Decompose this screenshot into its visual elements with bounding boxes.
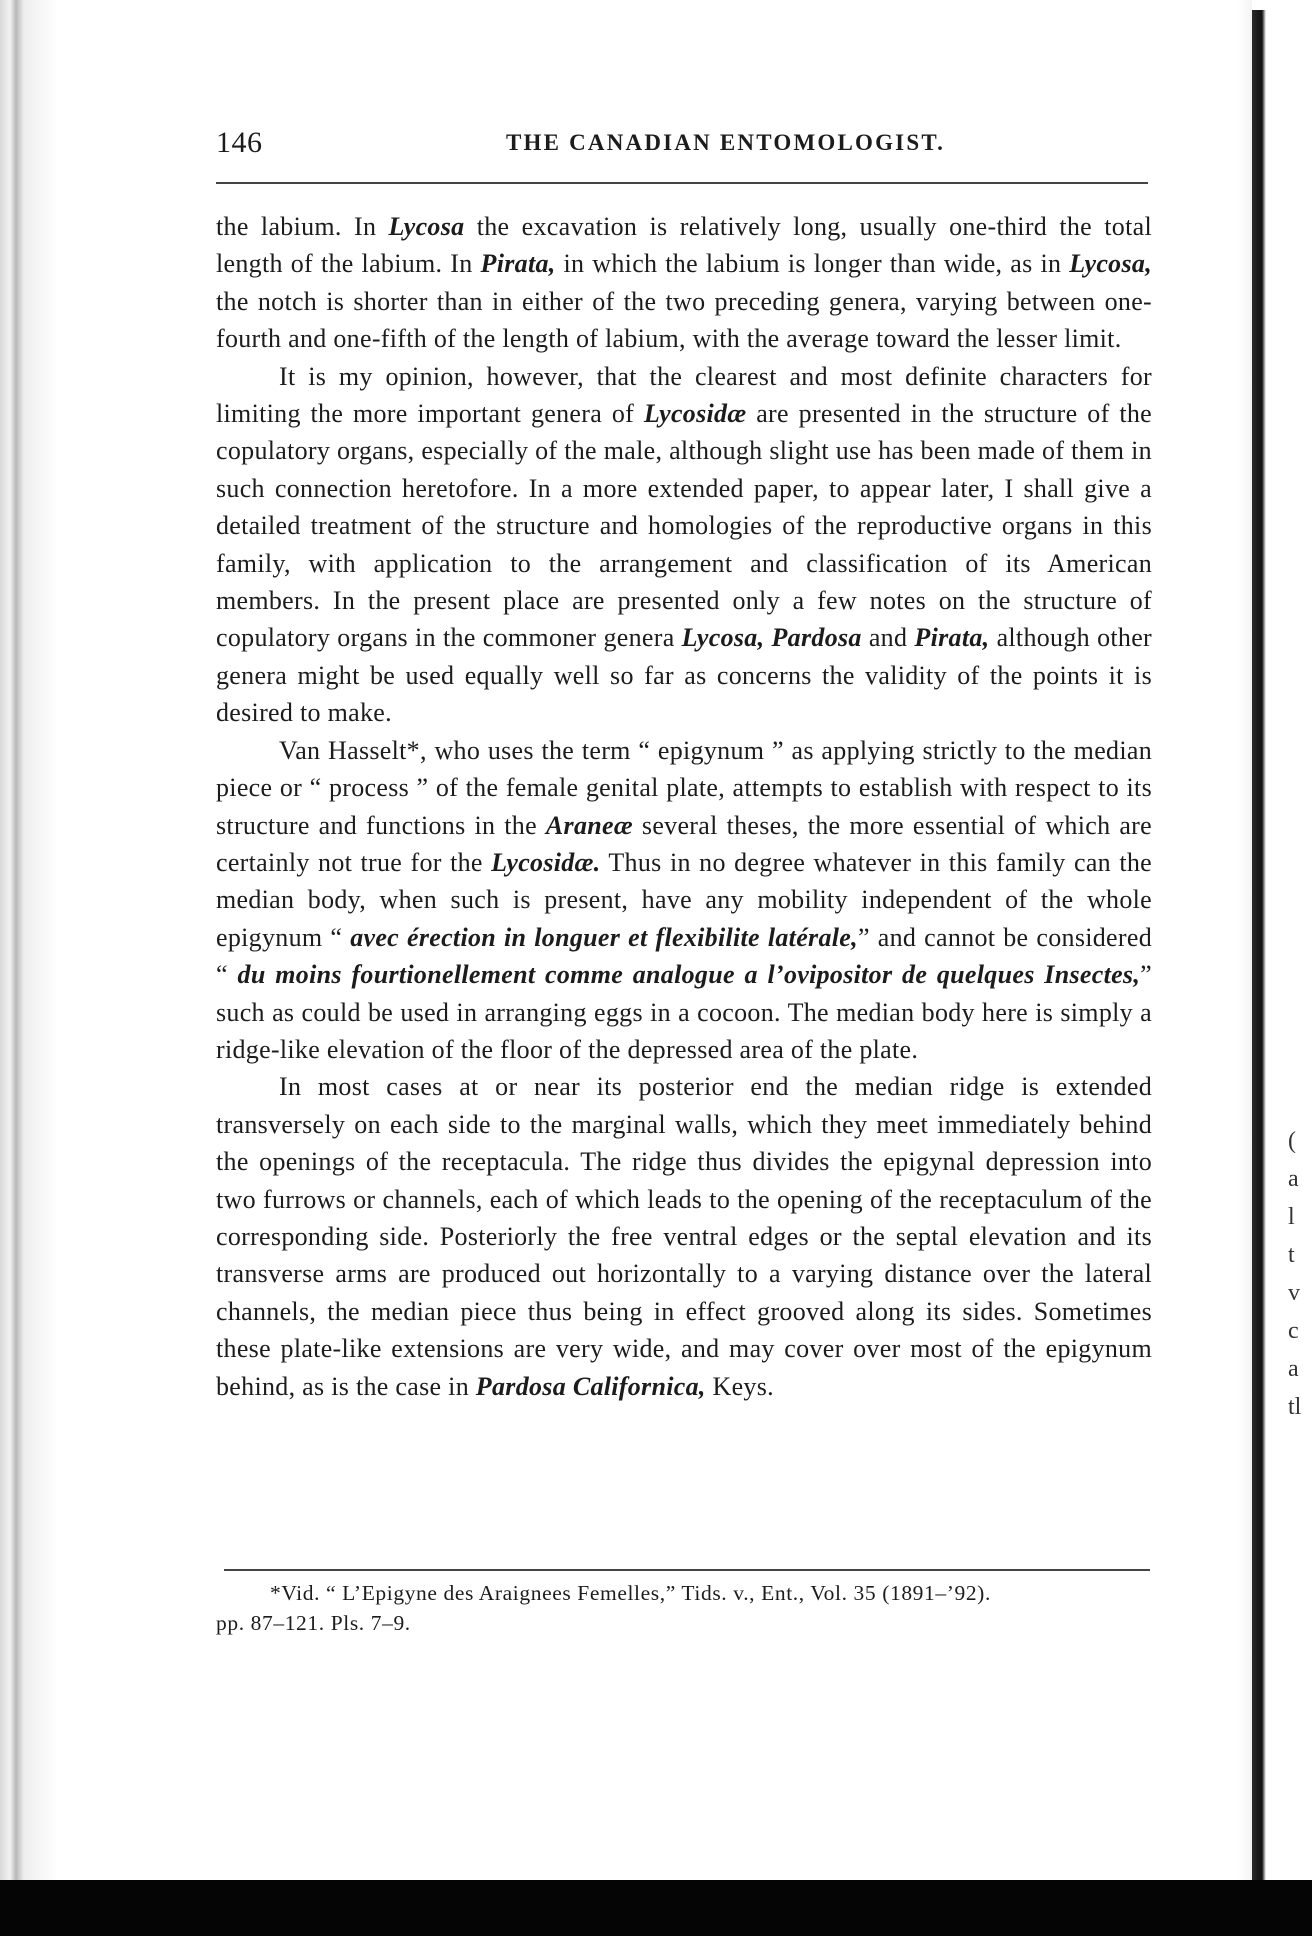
paragraph-2 [216, 358, 1152, 732]
running-head: THE CANADIAN ENTOMOLOGIST. [506, 130, 946, 155]
footnote [216, 1578, 1152, 1638]
text-run: ” and cannot be considered “ [216, 922, 1152, 990]
italic-term: Pardosa Californica, [475, 1371, 706, 1401]
text-run: In most cases at or near its posterior end the median ridge is extended transversely on each side to the marginal walls, which they meet immediately behind the openings of the receptacula. The ridge thus divides the epigynal depression into two furrows or channels, each of which leads to the opening of the receptaculum of the corresponding side. Posteriorly the free ventral edges or the septal elevation and its transverse arms are produced out horizontally to a varying distance over the lateral channels, the median piece thus being in effect grooved along its sides. Sometimes these plate-like extensions are very wide, and may cover over most of the epigynum behind, as is the case in [216, 1072, 1152, 1401]
bleed-char: t [1288, 1242, 1295, 1268]
right-page-shadow [1238, 0, 1252, 1880]
bleed-char: ( [1288, 1128, 1296, 1154]
footnote-line-2: pp. 87–121. Pls. 7–9. [216, 1611, 411, 1635]
italic-term: Lycosa, Pardosa [681, 623, 862, 653]
text-run: are presented in the structure of the copulatory organs, especially of the male, although slight use has been made of them in such connection heretofore. In a more extended paper, to appear later, I shall give a detailed treatment of the structure and homologies of the reproductive organs in this family, with application to the arrangement and classification of its American members. In the present place are presented only a few notes on the structure of copulatory organs in the commoner genera [216, 399, 1152, 653]
bleed-char: c [1288, 1318, 1299, 1344]
scan-bottom-border [0, 1880, 1312, 1936]
italic-term: Lycosidæ. [491, 847, 601, 877]
left-page-gutter [0, 0, 58, 1880]
bleed-char: v [1288, 1280, 1300, 1306]
page-header [216, 120, 1156, 172]
paragraph-1 [216, 208, 1152, 358]
body-text [216, 208, 1152, 1405]
italic-term: Pirata, [480, 249, 556, 279]
italic-term: avec érection in longuer et flexibilite latérale, [350, 922, 858, 952]
text-run: in which the labium is longer than wide, as in [555, 249, 1070, 279]
italic-term: Lycosa [388, 212, 465, 241]
text-run: Van Hasselt*, who uses the term “ epigynum ” as applying strictly to the median piece or “ process ” of the female genital plate, attempts to establish with respect to its structure and functions in the [216, 735, 1152, 840]
italic-term: Lycosa, [1069, 249, 1152, 279]
text-run: Thus in no degree whatever in this family can the median body, when such is present, have any mobility independent of the whole epigynum “ [216, 847, 1152, 952]
italic-term: Araneæ [545, 810, 633, 840]
text-run: Keys. [705, 1371, 774, 1401]
text-run: although other genera might be used equally well so far as concerns the validity of the points it is desired to make. [216, 623, 1152, 728]
page-number: 146 [216, 126, 263, 159]
paragraph-4 [216, 1068, 1152, 1405]
text-run: the excavation is relatively long, usually one-third the total length of the labium. In [216, 212, 1152, 279]
text-run: ” such as could be used in arranging eggs in a cocoon. The median body here is simply a ridge-like elevation of the floor of the depressed area of the plate. [216, 960, 1152, 1064]
right-page-edge [1252, 10, 1312, 1880]
footnote-rule [224, 1569, 1150, 1571]
paragraph-3 [216, 732, 1152, 1069]
italic-term: du moins fourtionellement comme analogue a l’ovipositor de quelques Insectes, [237, 960, 1141, 990]
text-run: several theses, the more essential of which are certainly not true for the [216, 810, 1152, 877]
header-rule [216, 182, 1148, 184]
text-run: It is my opinion, however, that the clearest and most definite characters for limiting the more important genera of [216, 361, 1152, 429]
book-page [216, 120, 1156, 1635]
text-run: the notch is shorter than in either of the two preceding genera, varying between one-fourth and one-fifth of the length of labium, with the average toward the lesser limit. [216, 286, 1152, 354]
bleed-char: a [1288, 1356, 1299, 1382]
italic-term: Pirata, [914, 623, 990, 653]
italic-term: Lycosidæ [643, 399, 747, 429]
text-run: the labium. In [216, 212, 389, 241]
footnote-line-1: *Vid. “ L’Epigyne des Araignees Femelles,” Tids. v., Ent., Vol. 35 (1891–’92). [270, 1581, 991, 1605]
bleed-char: a [1288, 1166, 1299, 1192]
bleed-char: l [1288, 1204, 1295, 1230]
text-run: and [861, 623, 915, 653]
bleed-char: tl [1288, 1394, 1302, 1420]
